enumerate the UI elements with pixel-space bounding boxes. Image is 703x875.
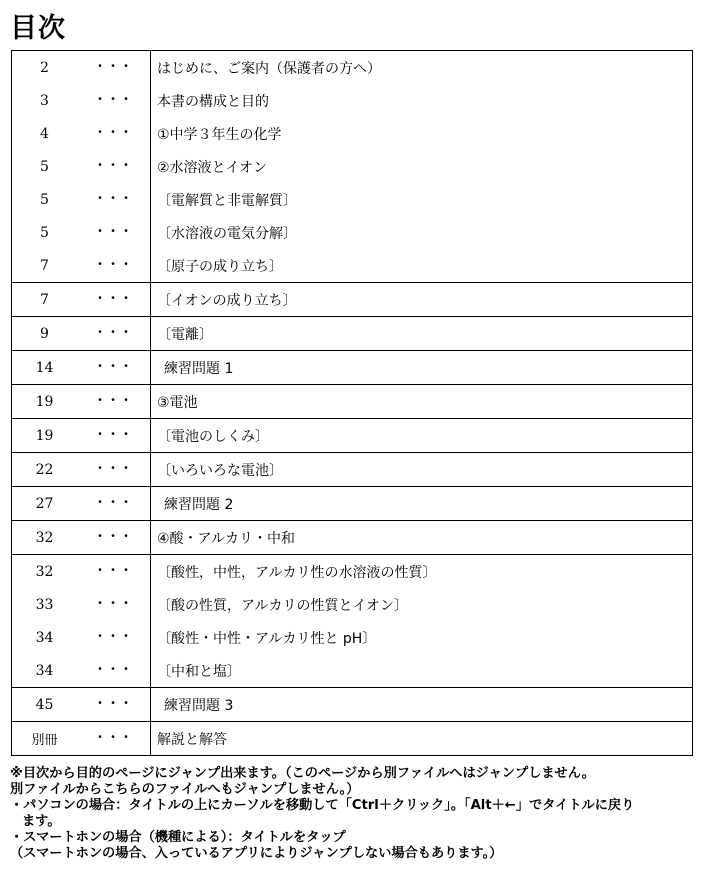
toc-leader-dots: ・・・ <box>93 125 133 139</box>
toc-row <box>12 555 692 588</box>
toc-page-number: 5 <box>40 191 49 208</box>
toc-leader-dots: ・・・ <box>93 257 133 271</box>
toc-leader-dots: ・・・ <box>93 325 133 339</box>
toc-page-number: 19 <box>35 427 54 444</box>
toc-leader-dots: ・・・ <box>93 662 133 676</box>
table-of-contents <box>11 50 693 756</box>
toc-page-number: 22 <box>35 461 54 478</box>
toc-page-number: 19 <box>35 393 54 410</box>
toc-group <box>11 453 693 487</box>
note-line: 別ファイルからこちらのファイルへもジャンプしません。） <box>10 782 360 797</box>
toc-group <box>11 283 693 317</box>
toc-page-number: 5 <box>40 158 49 175</box>
toc-entry-link[interactable]: 練習問題 2 <box>150 487 692 520</box>
note-line: ・パソコンの場合：タイトルの上にカーソルを移動して「Ctrl＋クリック」。「Alt＋←」でタイトルに戻り <box>10 798 635 813</box>
toc-page-number: 2 <box>40 59 49 76</box>
toc-page-number: 33 <box>35 596 54 613</box>
toc-entry-link[interactable]: 練習問題 3 <box>150 688 692 721</box>
toc-leader-dots: ・・・ <box>93 427 133 441</box>
toc-group <box>11 688 693 722</box>
toc-leader-dots: ・・・ <box>93 92 133 106</box>
toc-leader-dots: ・・・ <box>93 291 133 305</box>
toc-leader-dots: ・・・ <box>93 495 133 509</box>
toc-group <box>11 722 693 756</box>
toc-entry-link[interactable]: 練習問題 1 <box>150 351 692 384</box>
note-line: ます。 <box>22 814 61 829</box>
toc-leader-dots: ・・・ <box>93 158 133 172</box>
toc-leader-dots: ・・・ <box>93 461 133 475</box>
toc-leader-dots: ・・・ <box>93 393 133 407</box>
toc-row <box>12 521 692 554</box>
toc-entry-link[interactable]: ③電池 <box>150 385 692 418</box>
toc-row <box>12 117 692 150</box>
toc-group <box>11 317 693 351</box>
toc-group <box>11 521 693 555</box>
toc-row <box>12 249 692 282</box>
toc-entry-link[interactable]: ④酸・アルカリ・中和 <box>150 521 692 554</box>
toc-page-number: 9 <box>40 325 49 342</box>
toc-group <box>11 419 693 453</box>
toc-entry-link[interactable]: 〔電解質と非電解質〕 <box>150 183 692 216</box>
toc-entry-link[interactable]: 〔いろいろな電池〕 <box>150 453 692 486</box>
toc-entry-link[interactable]: 〔酸の性質，アルカリの性質とイオン〕 <box>150 588 692 621</box>
toc-leader-dots: ・・・ <box>93 730 133 744</box>
toc-page-number: 別冊 <box>31 733 58 748</box>
toc-row <box>12 588 692 621</box>
toc-row <box>12 283 692 316</box>
toc-entry-link[interactable]: 〔イオンの成り立ち〕 <box>150 283 692 316</box>
note-line: （スマートホンの場合、入っているアプリによりジャンプしない場合もあります。） <box>10 846 503 861</box>
toc-entry-link[interactable]: ①中学３年生の化学 <box>150 117 692 150</box>
toc-page-number: 7 <box>40 291 49 308</box>
toc-entry-link[interactable]: はじめに、ご案内（保護者の方へ） <box>150 51 692 84</box>
page-title: 目次 <box>10 13 66 44</box>
toc-entry-link[interactable]: 本書の構成と目的 <box>150 84 692 117</box>
toc-page-number: 32 <box>35 563 54 580</box>
toc-page-number: 27 <box>35 495 54 512</box>
toc-page-number: 34 <box>35 662 54 679</box>
toc-row <box>12 150 692 183</box>
toc-page-number: 3 <box>40 92 49 109</box>
toc-row <box>12 183 692 216</box>
toc-row <box>12 453 692 486</box>
toc-row <box>12 216 692 249</box>
toc-group <box>11 351 693 385</box>
toc-entry-link[interactable]: 〔酸性，中性，アルカリ性の水溶液の性質〕 <box>150 555 692 588</box>
toc-row <box>12 385 692 418</box>
toc-entry-link[interactable]: 〔中和と塩〕 <box>150 654 692 687</box>
toc-row <box>12 351 692 384</box>
toc-group <box>11 385 693 419</box>
toc-leader-dots: ・・・ <box>93 224 133 238</box>
toc-group <box>11 50 693 283</box>
toc-row <box>12 487 692 520</box>
toc-page-number: 32 <box>35 529 54 546</box>
note-line: ※目次から目的のページにジャンプ出来ます。（このページから別ファイルへはジャンプしません。 <box>10 766 595 781</box>
toc-row <box>12 621 692 654</box>
toc-row <box>12 688 692 721</box>
toc-leader-dots: ・・・ <box>93 563 133 577</box>
toc-page-number: 14 <box>35 359 54 376</box>
toc-page-number: 5 <box>40 224 49 241</box>
toc-entry-link[interactable]: 〔電池のしくみ〕 <box>150 419 692 452</box>
toc-row <box>12 419 692 452</box>
usage-notes <box>10 766 700 862</box>
toc-page-number: 34 <box>35 629 54 646</box>
toc-entry-link[interactable]: 〔酸性・中性・アルカリ性と pH〕 <box>150 621 692 654</box>
toc-entry-link[interactable]: 〔原子の成り立ち〕 <box>150 249 692 282</box>
toc-page-number: 45 <box>35 696 54 713</box>
toc-group <box>11 555 693 688</box>
toc-group <box>11 487 693 521</box>
toc-row <box>12 84 692 117</box>
toc-leader-dots: ・・・ <box>93 191 133 205</box>
toc-page-number: 4 <box>40 125 49 142</box>
toc-row <box>12 51 692 84</box>
toc-leader-dots: ・・・ <box>93 59 133 73</box>
toc-leader-dots: ・・・ <box>93 359 133 373</box>
toc-entry-link[interactable]: ②水溶液とイオン <box>150 150 692 183</box>
toc-entry-link[interactable]: 〔電離〕 <box>150 317 692 350</box>
toc-leader-dots: ・・・ <box>93 529 133 543</box>
toc-entry-link[interactable]: 〔水溶液の電気分解〕 <box>150 216 692 249</box>
toc-row <box>12 722 692 755</box>
toc-leader-dots: ・・・ <box>93 696 133 710</box>
toc-entry-link[interactable]: 解説と解答 <box>150 722 692 755</box>
note-line: ・スマートホンの場合（機種による）：タイトルをタップ <box>10 830 346 845</box>
toc-page-number: 7 <box>40 257 49 274</box>
toc-leader-dots: ・・・ <box>93 596 133 610</box>
toc-leader-dots: ・・・ <box>93 629 133 643</box>
toc-row <box>12 654 692 687</box>
toc-row <box>12 317 692 350</box>
